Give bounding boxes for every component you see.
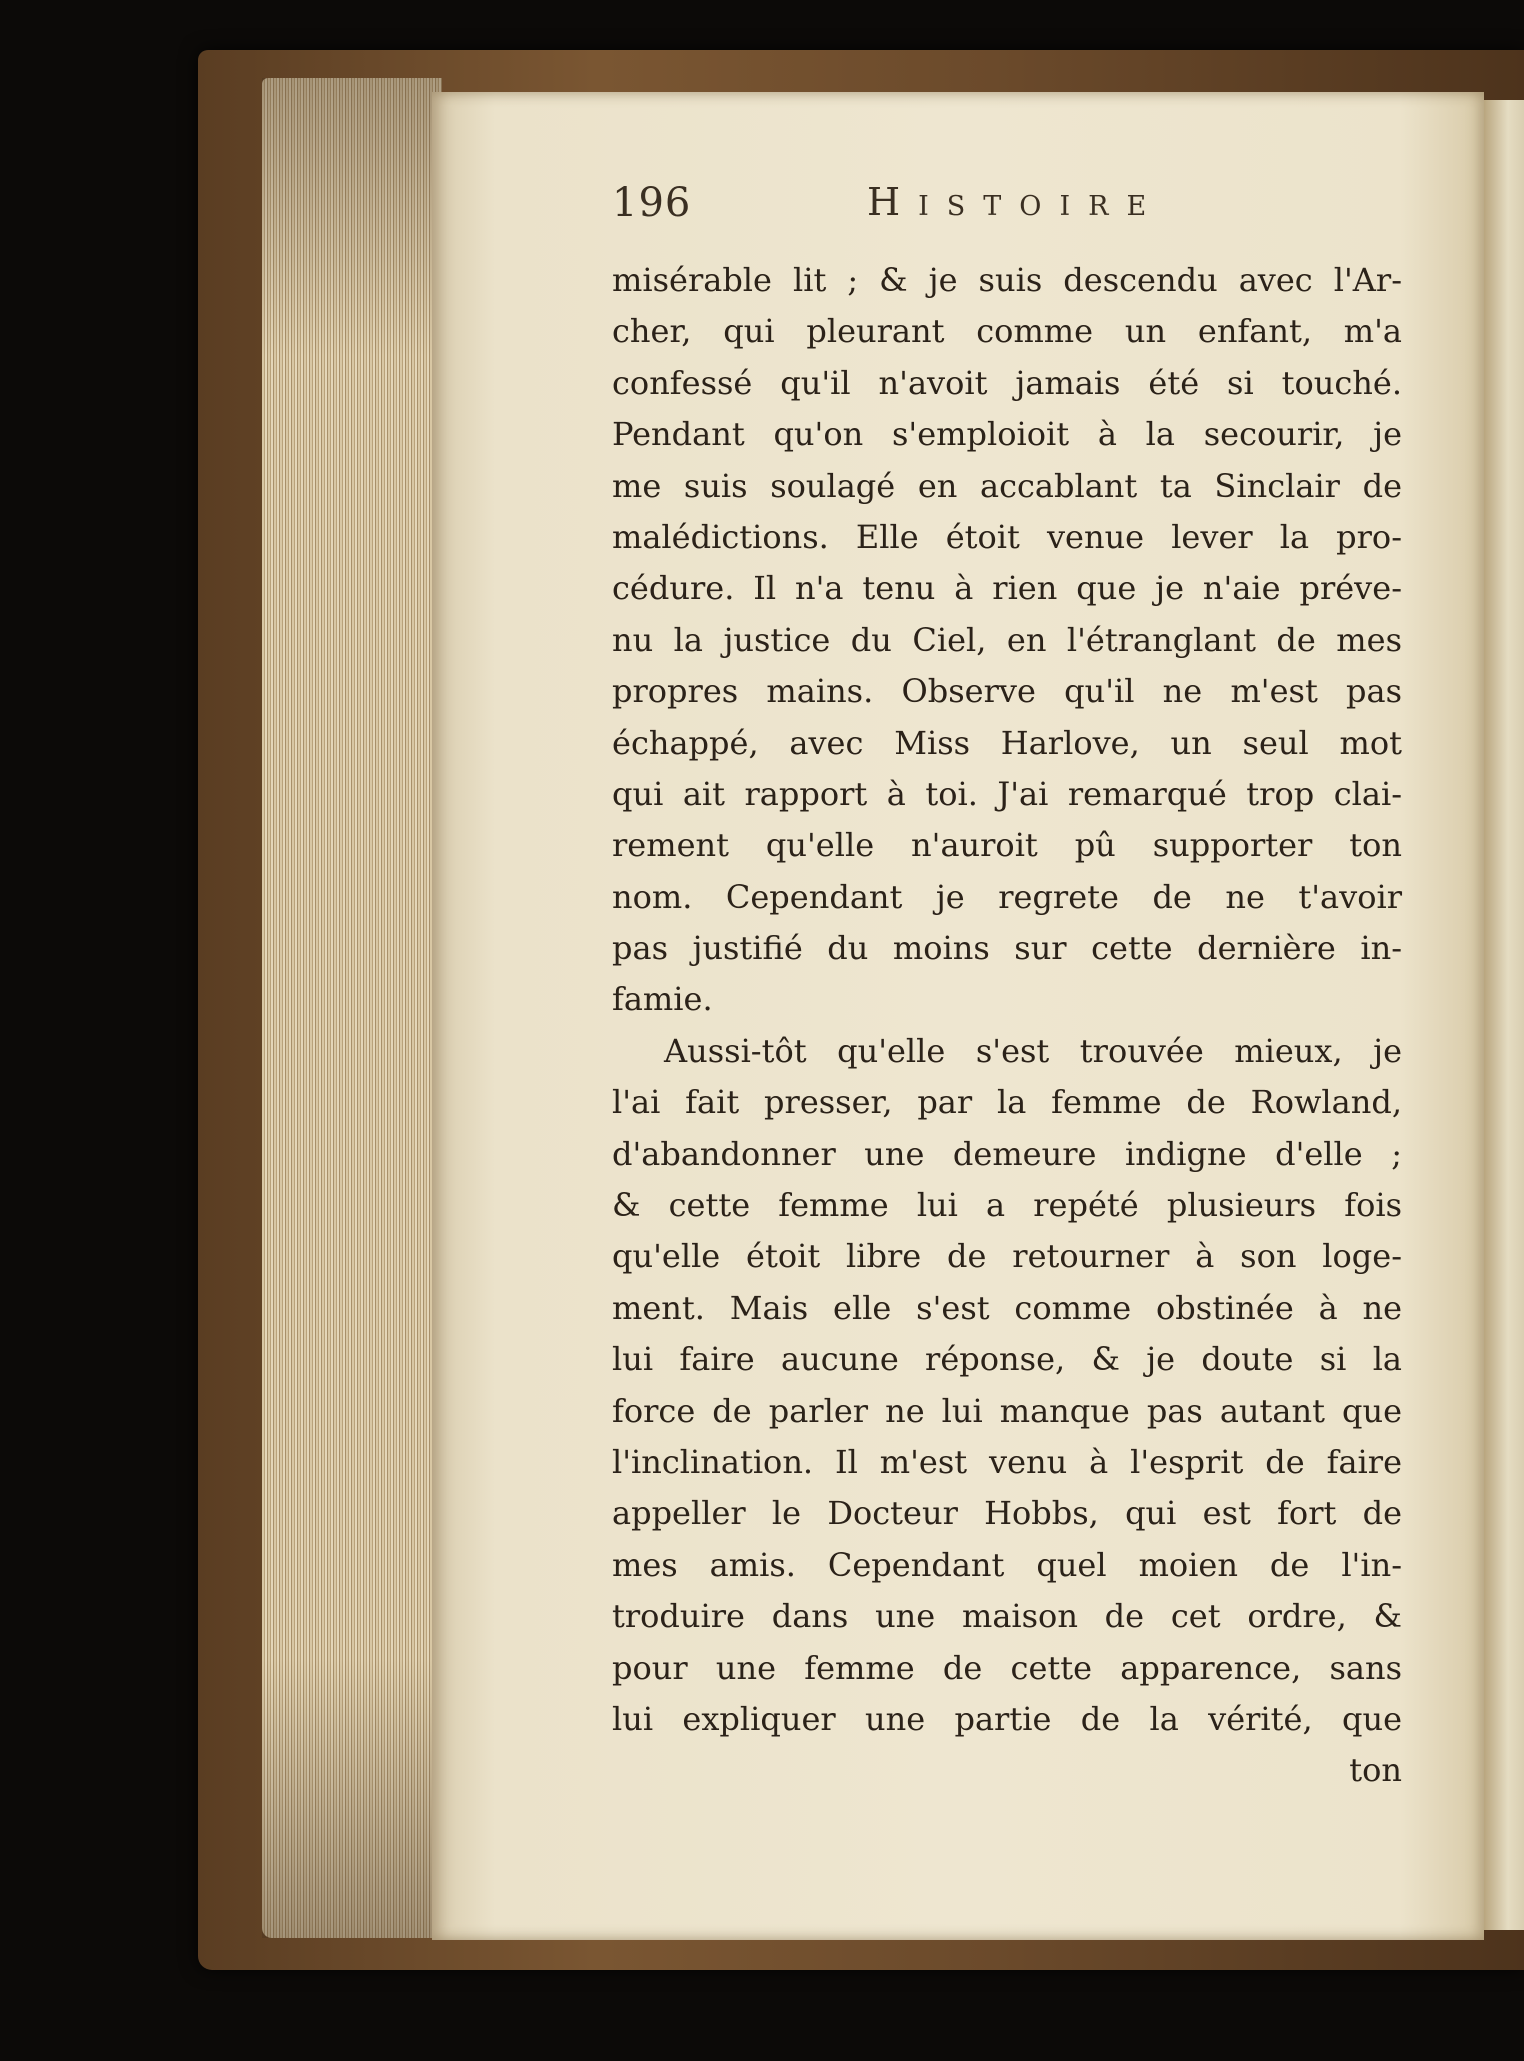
text-line: confessé qu'il n'avoit jamais été si touché. <box>612 363 1402 402</box>
text-line: lui expliquer une partie de la vérité, que <box>612 1699 1402 1738</box>
catchword: ton <box>1349 1751 1402 1790</box>
text-line: Pendant qu'on s'emploioit à la secourir, je <box>612 415 1402 454</box>
text-line: troduire dans une maison de cet ordre, & <box>612 1597 1402 1636</box>
text-line: appeller le Docteur Hobbs, qui est fort de <box>612 1494 1402 1533</box>
body-text <box>612 255 1402 1797</box>
text-line: d'abandonner une demeure indigne d'elle ; <box>612 1134 1402 1173</box>
text-line: pas justifié du moins sur cette dernière in- <box>612 929 1402 968</box>
text-line: lui faire aucune réponse, & je doute si la <box>612 1340 1402 1379</box>
text-line: qui ait rapport à toi. J'ai remarqué trop clai- <box>612 774 1402 813</box>
text-line: malédictions. Elle étoit venue lever la pro- <box>612 517 1402 556</box>
page-edges <box>262 78 442 1938</box>
text-line: l'inclination. Il m'est venu à l'esprit de faire <box>612 1442 1402 1481</box>
text-line: ment. Mais elle s'est comme obstinée à ne <box>612 1288 1402 1327</box>
text-line: qu'elle étoit libre de retourner à son loge- <box>612 1237 1402 1276</box>
text-line: misérable lit ; & je suis descendu avec l'Ar- <box>612 261 1402 299</box>
text-line: me suis soulagé en accablant ta Sinclair de <box>612 466 1402 505</box>
page-number: 196 <box>612 180 692 226</box>
text-line: cédure. Il n'a tenu à rien que je n'aie préve- <box>612 569 1402 608</box>
page-header <box>612 180 1212 230</box>
text-line: l'ai fait presser, par la femme de Rowland, <box>612 1083 1402 1122</box>
text-line: famie. <box>612 980 713 1019</box>
text-line: propres mains. Observe qu'il ne m'est pas <box>612 672 1402 711</box>
text-line: échappé, avec Miss Harlove, un seul mot <box>612 723 1402 762</box>
text-line: Aussi-tôt qu'elle s'est trouvée mieux, je <box>664 1031 1402 1070</box>
text-line: nu la justice du Ciel, en l'étranglant de mes <box>612 620 1402 659</box>
text-line: & cette femme lui a repété plusieurs fois <box>612 1186 1402 1225</box>
text-line: force de parler ne lui manque pas autant que <box>612 1391 1402 1430</box>
running-head: Histoire <box>867 180 1165 224</box>
text-line: mes amis. Cependant quel moien de l'in- <box>612 1545 1402 1584</box>
text-line: pour une femme de cette apparence, sans <box>612 1648 1402 1687</box>
text-line: rement qu'elle n'auroit pû supporter ton <box>612 826 1402 865</box>
text-line: nom. Cependant je regrete de ne t'avoir <box>612 877 1402 916</box>
text-line: cher, qui pleurant comme un enfant, m'a <box>612 312 1402 351</box>
next-page-edge <box>1484 100 1524 1930</box>
